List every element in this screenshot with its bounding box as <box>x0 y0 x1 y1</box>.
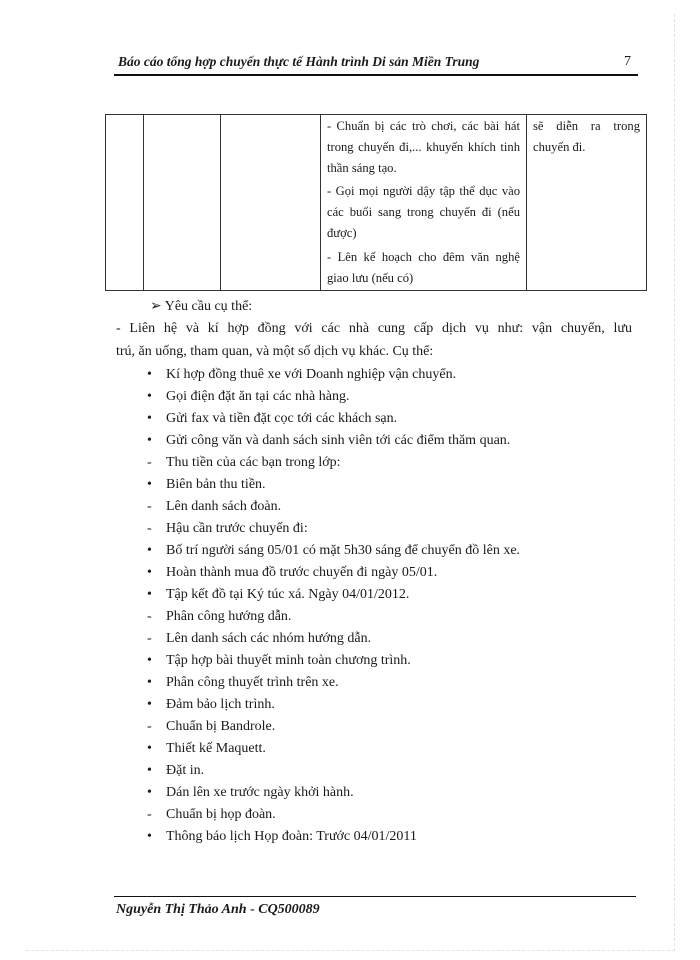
bullet-icon: • <box>147 785 152 800</box>
bullet-icon: • <box>147 829 152 844</box>
dash-marker: - <box>147 719 152 734</box>
page-number: 7 <box>624 54 631 69</box>
list-item-text: Chuẩn bị họp đoàn. <box>166 807 276 822</box>
task-line: - Chuẩn bị các trò chơi, các bài hát trong chuyến đi,... khuyến khích tinh thần sáng tạo. <box>327 119 520 175</box>
bullet-icon: • <box>147 411 152 426</box>
list-item-text: Đảm bảo lịch trình. <box>166 697 275 712</box>
list-item-text: Biên bản thu tiền. <box>166 477 266 492</box>
dash-marker: - <box>147 521 152 536</box>
dash-marker: - <box>147 807 152 822</box>
dash-marker: - <box>147 455 152 470</box>
list-item-text: Tập hợp bài thuyết minh toàn chương trình. <box>166 653 411 668</box>
list-item-text: Chuẩn bị Bandrole. <box>166 719 276 734</box>
table-cell-empty <box>144 115 221 291</box>
list-item-text: Kí hợp đồng thuê xe với Doanh nghiệp vận chuyển. <box>166 367 457 382</box>
header-rule <box>114 74 638 76</box>
list-item-text: Phân công thuyết trình trên xe. <box>166 675 339 690</box>
table-cell-empty <box>221 115 321 291</box>
list-item-text: Phân công hướng dẫn. <box>166 609 292 624</box>
list-item-text: Bố trí người sáng 05/01 có mặt 5h30 sáng để chuyển đồ lên xe. <box>166 543 521 558</box>
list-item-text: Thu tiền của các bạn trong lớp: <box>166 455 341 470</box>
dash-marker: - <box>147 609 152 624</box>
section-heading <box>150 298 252 315</box>
header-title: Báo cáo tổng hợp chuyến thực tế Hành trình Di sản Miền Trung <box>118 54 480 69</box>
bullet-icon: • <box>147 433 152 448</box>
dash-marker: - <box>147 631 152 646</box>
table-cell-note <box>527 115 647 291</box>
intro-line: trú, ăn uống, tham quan, và một số dịch vụ khác. Cụ thể: <box>116 344 434 359</box>
table-row <box>106 115 647 291</box>
table-cell-empty <box>106 115 144 291</box>
list-item-text: Gửi công văn và danh sách sinh viên tới các điểm thăm quan. <box>166 433 511 448</box>
task-line: - Gọi mọi người dậy tập thể dục vào các buổi sang trong chuyến đi (nếu được) <box>327 184 520 240</box>
intro-line: - Liên hệ và kí hợp đồng với các nhà cung cấp dịch vụ như: vận chuyển, lưu <box>116 321 632 336</box>
note-text: sẽ diễn ra trong chuyến đi. <box>533 119 640 154</box>
bullet-icon: • <box>147 741 152 756</box>
dash-marker: - <box>147 499 152 514</box>
task-line: - Lên kế hoạch cho đêm văn nghệ giao lưu (nếu có) <box>327 249 520 285</box>
bullet-icon: • <box>147 675 152 690</box>
arrow-bullet-icon: ➢ <box>150 299 162 314</box>
list-item-text: Hậu cần trước chuyến đi: <box>166 521 308 536</box>
list-item-text: Đặt in. <box>166 763 205 778</box>
list-item-text: Hoàn thành mua đồ trước chuyến đi ngày 05/01. <box>166 565 438 580</box>
bullet-icon: • <box>147 697 152 712</box>
bullet-icon: • <box>147 477 152 492</box>
plan-table-continued <box>105 114 647 291</box>
list-item-text: Gửi fax và tiền đặt cọc tới các khách sạn. <box>166 411 398 426</box>
bullet-icon: • <box>147 543 152 558</box>
list-item-text: Tập kết đồ tại Ký túc xá. Ngày 04/01/2012. <box>166 587 410 602</box>
bullet-icon: • <box>147 587 152 602</box>
list-item-text: Thiết kế Maquett. <box>166 741 266 756</box>
bullet-icon: • <box>147 653 152 668</box>
footer-rule <box>114 896 636 897</box>
list-item-text: Thông báo lịch Họp đoàn: Trước 04/01/2011 <box>166 829 417 844</box>
list-item-text: Lên danh sách các nhóm hướng dẫn. <box>166 631 372 646</box>
list-item-text: Lên danh sách đoàn. <box>166 499 282 514</box>
list-item-text: Gọi điện đặt ăn tại các nhà hàng. <box>166 389 350 404</box>
bullet-icon: • <box>147 565 152 580</box>
bullet-icon: • <box>147 367 152 382</box>
bullet-icon: • <box>147 389 152 404</box>
bullet-icon: • <box>147 763 152 778</box>
list-item-text: Dán lên xe trước ngày khởi hành. <box>166 785 354 800</box>
footer-author: Nguyễn Thị Thảo Anh - CQ500089 <box>116 902 320 917</box>
section-heading-text: Yêu cầu cụ thể: <box>164 299 253 314</box>
table-cell-tasks <box>321 115 527 291</box>
